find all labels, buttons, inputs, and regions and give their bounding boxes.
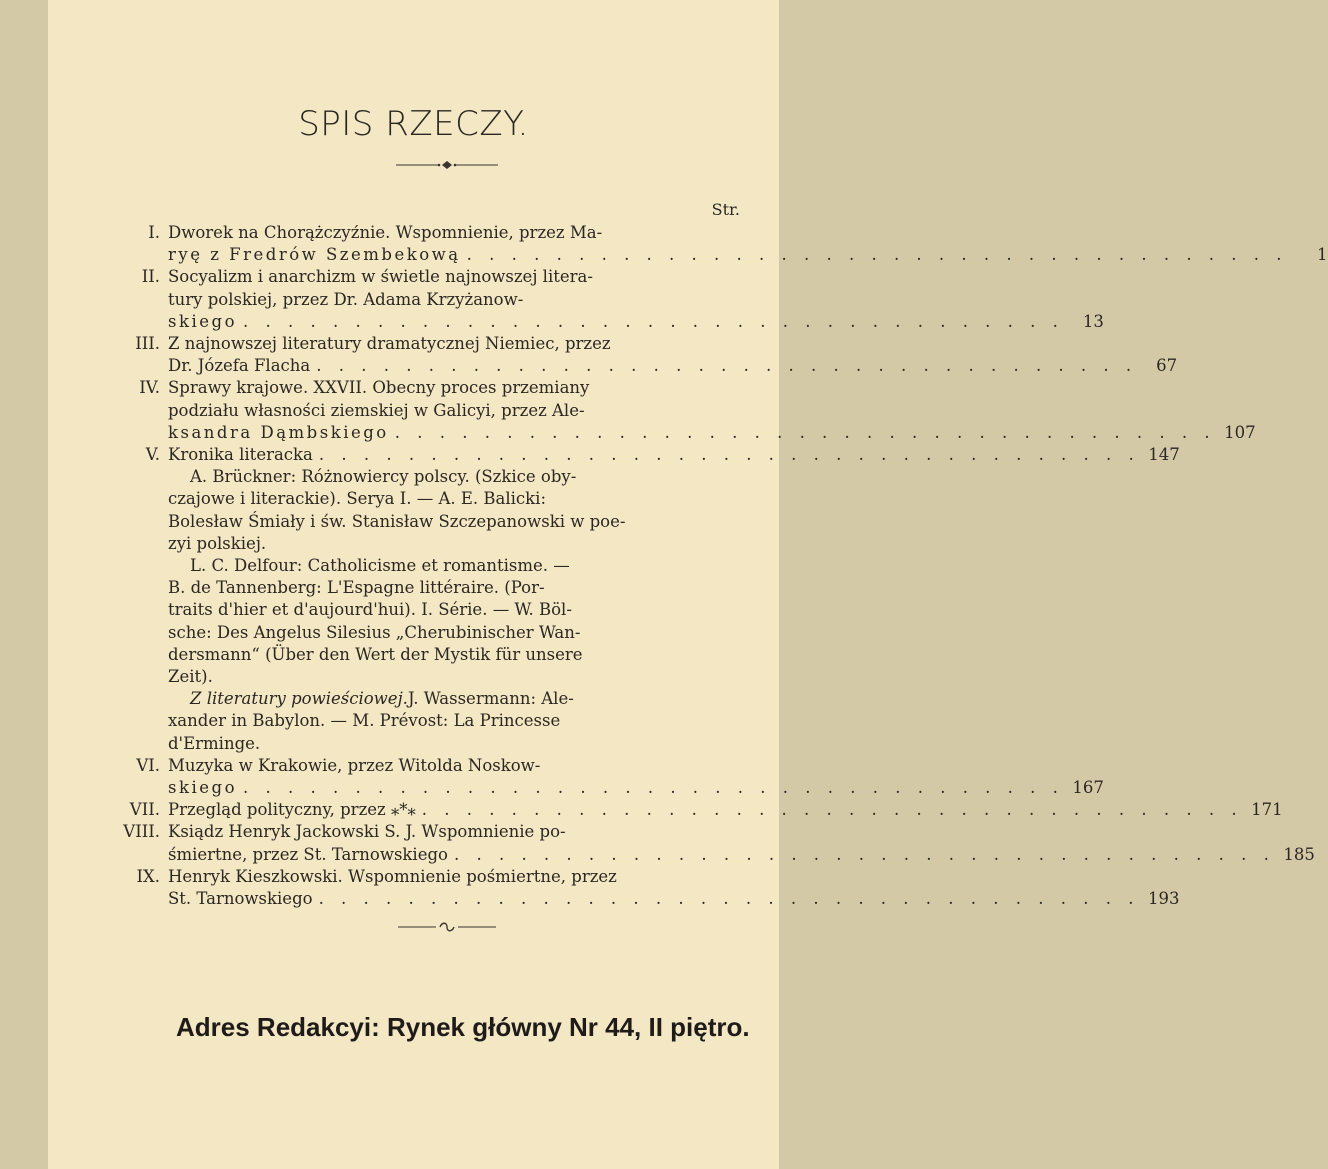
table-of-contents xyxy=(123,222,1328,910)
leader-dots: . . . . . . . . . . . . . . . . . . . . . . . . . . . . . . . . . . . . . xyxy=(453,844,1275,864)
entry-line: Muzyka w Krakowie, przez Witolda Noskow- xyxy=(168,755,541,775)
entry-line: Z najnowszej literatury dramatycznej Niemiec, przez xyxy=(168,334,611,354)
entry-line: tury polskiej, przez Dr. Adama Krzyżanow- xyxy=(168,289,524,309)
entry-number: III. xyxy=(135,334,160,354)
entry-number: IX. xyxy=(136,866,160,886)
toc-entry xyxy=(136,755,1104,799)
page-number: 171 xyxy=(1251,800,1283,820)
leader-dots: . . . . . . . . . . . . . . . . . . . . . . . . . . . . . . . . . . . . . xyxy=(394,422,1216,442)
section-heading-italic: Z literatury powieściowej. xyxy=(190,689,408,709)
page-number: 147 xyxy=(1148,445,1180,465)
entry-line: skiego xyxy=(168,778,238,798)
entry-line: ryę z Fredrów Szembekową xyxy=(168,245,461,265)
leader-dots: . . . . . . . . . . . . . . . . . . . . . . . . . . . . . . . . . . . . . xyxy=(421,800,1243,820)
page-column-header: Str. xyxy=(711,200,740,219)
review-line: traits d'hier et d'aujourd'hui). I. Série. — W. Böl- xyxy=(168,600,572,620)
entry-number: I. xyxy=(148,223,160,242)
page-number: 67 xyxy=(1156,356,1178,376)
review-line: dersmann“ (Über den Wert der Mystik für unsere xyxy=(168,644,583,664)
entry-line: podziału własności ziemskiej w Galicyi, przez Ale- xyxy=(168,400,585,420)
review-line: d'Erminge. xyxy=(168,733,261,753)
entry-line: Dworek na Chorążczyźnie. Wspomnienie, przez Ma- xyxy=(168,223,603,242)
toc-entry xyxy=(148,222,1328,266)
toc-entry xyxy=(123,821,1315,865)
page-number: 13 xyxy=(1082,311,1104,331)
leader-dots: . . . . . . . . . . . . . . . . . . . . . . . . . . . . . . . . . . . . . xyxy=(316,356,1138,376)
review-line: zyi polskiej. xyxy=(168,533,267,553)
review-line: J. Wassermann: Ale- xyxy=(407,689,574,709)
entry-line: Sprawy krajowe. XXVII. Obecny proces przemiany xyxy=(168,378,590,398)
toc-entry xyxy=(136,866,1180,910)
page-title: SPIS RZECZY. xyxy=(298,104,529,144)
entry-number: VIII. xyxy=(123,822,160,842)
review-line: sche: Des Angelus Silesius „Cherubinischer Wan- xyxy=(168,622,581,642)
review-line: B. de Tannenberg: L'Espagne littéraire. (Por- xyxy=(168,578,545,598)
entry-line: śmiertne, przez St. Tarnowskiego xyxy=(168,844,448,864)
editorial-address xyxy=(168,1012,750,1043)
bottom-ornament xyxy=(392,920,502,934)
leader-dots: . . . . . . . . . . . . . . . . . . . . . . . . . . . . . . . . . . . . . xyxy=(318,889,1140,909)
page-number: 167 xyxy=(1072,778,1104,798)
leader-dots: . . . . . . . . . . . . . . . . . . . . . . . . . . . . . . . . . . . . . xyxy=(243,311,1064,331)
page-number: 107 xyxy=(1224,422,1256,442)
address-text: Adres Redakcyi: Rynek główny Nr 44, II piętro. xyxy=(176,1012,750,1042)
review-line: L. C. Delfour: Catholicisme et romantisme. — xyxy=(190,556,570,576)
entry-number: V. xyxy=(145,445,160,465)
review-line: xander in Babylon. — M. Prévost: La Princesse xyxy=(168,711,561,731)
page-number: 185 xyxy=(1283,844,1315,864)
top-ornament xyxy=(392,158,502,172)
entry-line: Ksiądz Henryk Jackowski S. J. Wspomnienie po- xyxy=(168,822,566,842)
toc-entry xyxy=(139,377,1256,444)
entry-line: Przegląd polityczny, przez ⁎*⁎ xyxy=(168,800,416,820)
entry-line: Henryk Kieszkowski. Wspomnienie pośmiertne, przez xyxy=(168,866,617,886)
entry-number: II. xyxy=(141,267,160,287)
entry-line: St. Tarnowskiego xyxy=(168,889,313,909)
review-line: A. Brückner: Różnowiercy polscy. (Szkice oby- xyxy=(190,467,577,487)
leader-dots: . . . . . . . . . . . . . . . . . . . . . . . . . . . . . . . . . . . . . xyxy=(466,245,1288,265)
entry-number: IV. xyxy=(139,378,160,398)
entry-line: Kronika literacka xyxy=(168,445,313,465)
toc-entry xyxy=(145,444,1180,755)
entry-number: VI. xyxy=(136,755,160,775)
leader-dots: . . . . . . . . . . . . . . . . . . . . . . . . . . . . . . . . . . . . . xyxy=(243,778,1064,798)
entry-line: Dr. Józefa Flacha xyxy=(168,356,311,376)
toc-entry xyxy=(129,799,1283,821)
entry-line: ksandra Dąmbskiego xyxy=(168,422,389,442)
leader-dots: . . . . . . . . . . . . . . . . . . . . . . . . . . . . . . . . . . . . . xyxy=(318,445,1140,465)
toc-entry xyxy=(141,266,1104,333)
review-line: Zeit). xyxy=(168,667,213,687)
entry-line: skiego xyxy=(168,311,238,331)
entry-line: Socyalizm i anarchizm w świetle najnowszej litera- xyxy=(168,267,593,287)
review-line: czajowe i literackie). Serya I. — A. E. Balicki: xyxy=(168,489,547,509)
review-line: Bolesław Śmiały i św. Stanisław Szczepanowski w poe- xyxy=(168,511,626,531)
entry-number: VII. xyxy=(129,800,160,820)
page-number: 193 xyxy=(1147,889,1180,909)
page-number: 1 xyxy=(1317,245,1328,265)
toc-entry xyxy=(135,333,1178,377)
